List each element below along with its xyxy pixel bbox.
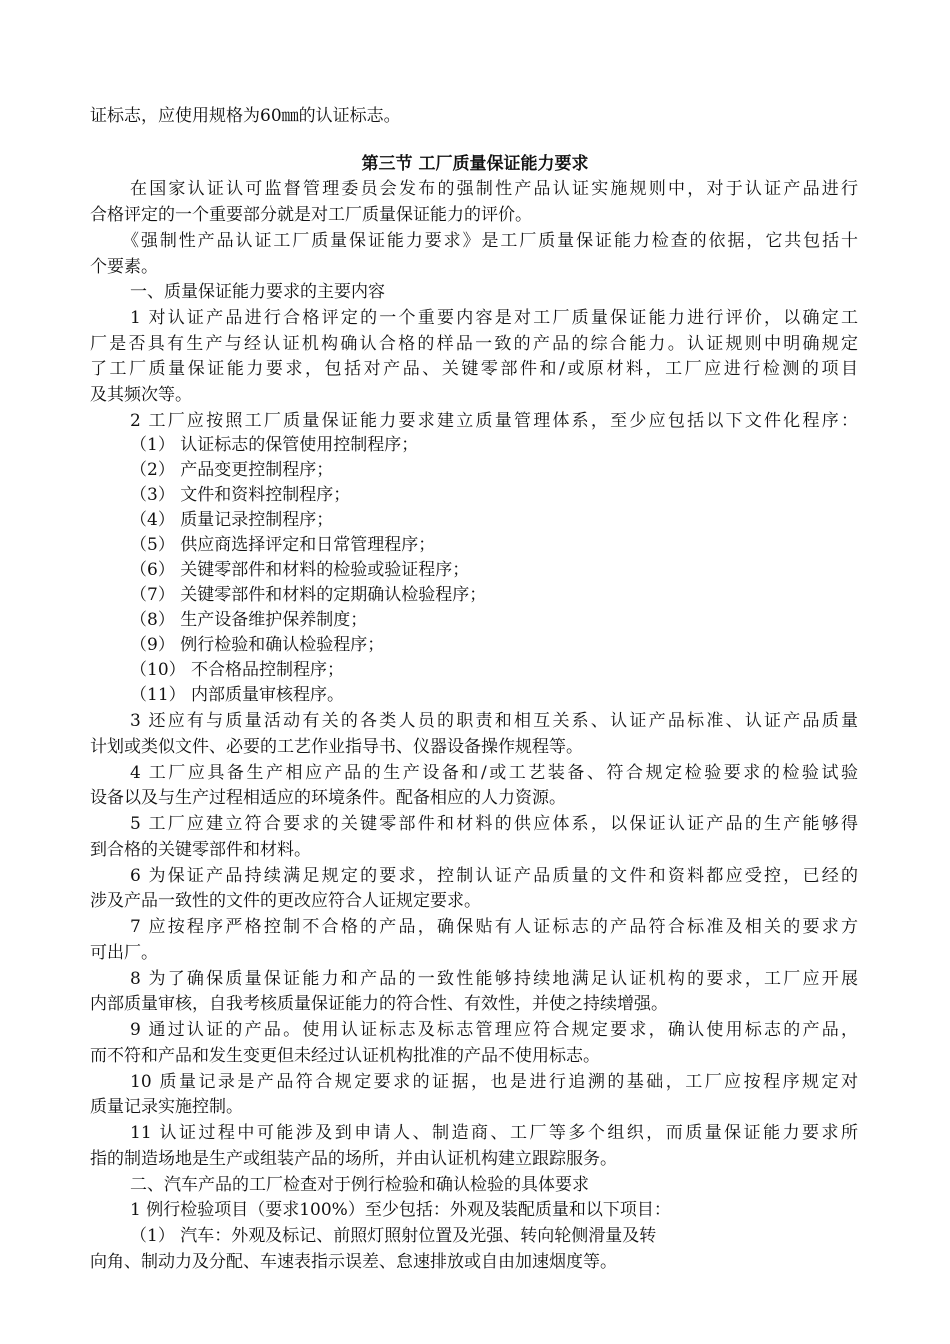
- procedure-item: （8） 生产设备维护保养制度；: [130, 610, 368, 630]
- paragraph-line: 质量记录实施控制。: [90, 1097, 243, 1117]
- paragraph-line: 到合格的关键零部件和材料。: [90, 840, 311, 860]
- procedure-item: （9） 例行检验和确认检验程序；: [130, 635, 385, 655]
- paragraph-line: 可出厂。: [90, 943, 158, 963]
- text-line: 证标志，应使用规格为60㎜的认证标志。: [90, 106, 401, 126]
- paragraph-line: 8 为了确保质量保证能力和产品的一致性能够持续地满足认证机构的要求，工厂应开展: [130, 969, 858, 989]
- paragraph-line: 及其频次等。: [90, 385, 192, 405]
- heading-1: 一、质量保证能力要求的主要内容: [130, 282, 385, 302]
- heading-2: 二、汽车产品的工厂检查对于例行检验和确认检验的具体要求: [130, 1175, 589, 1195]
- intro-line: 合格评定的一个重要部分就是对工厂质量保证能力的评价。: [90, 205, 532, 225]
- procedure-item: （2） 产品变更控制程序；: [130, 460, 334, 480]
- paragraph-line: 厂是否具有生产与经认证机构确认合格的样品一致的产品的综合能力。认证规则中明确规定: [90, 334, 858, 354]
- procedure-item: （4） 质量记录控制程序；: [130, 510, 334, 530]
- paragraph-line: 10 质量记录是产品符合规定要求的证据，也是进行追溯的基础，工厂应按程序规定对: [130, 1072, 858, 1092]
- paragraph-line: 5 工厂应建立符合要求的关键零部件和材料的供应体系，以保证认证产品的生产能够得: [130, 814, 858, 834]
- paragraph-line: 指的制造场地是生产或组装产品的场所，并由认证机构建立跟踪服务。: [90, 1149, 617, 1169]
- procedure-item: （1） 认证标志的保管使用控制程序；: [130, 435, 419, 455]
- paragraph-line: 1 对认证产品进行合格评定的一个重要内容是对工厂质量保证能力进行评价，以确定工: [130, 308, 858, 328]
- intro-line: 在国家认证认可监督管理委员会发布的强制性产品认证实施规则中，对于认证产品进行: [130, 179, 858, 199]
- paragraph-line: 11 认证过程中可能涉及到申请人、制造商、工厂等多个组织，而质量保证能力要求所: [130, 1123, 858, 1143]
- paragraph-line: 1 例行检验项目（要求100%）至少包括：外观及装配质量和以下项目：: [130, 1200, 671, 1220]
- intro-line: 《强制性产品认证工厂质量保证能力要求》是工厂质量保证能力检查的依据，它共包括十: [122, 231, 858, 251]
- paragraph-line: 3 还应有与质量活动有关的各类人员的职责和相互关系、认证产品标准、认证产品质量: [130, 711, 858, 731]
- paragraph-line: 2 工厂应按照工厂质量保证能力要求建立质量管理体系，至少应包括以下文件化程序：: [130, 411, 858, 431]
- procedure-item: （3） 文件和资料控制程序；: [130, 485, 351, 505]
- procedure-item: （11） 内部质量审核程序。: [130, 685, 345, 705]
- procedure-item: （5） 供应商选择评定和日常管理程序；: [130, 535, 436, 555]
- paragraph-line: 计划或类似文件、必要的工艺作业指导书、仪器设备操作规程等。: [90, 737, 583, 757]
- paragraph-line: 6 为保证产品持续满足规定的要求，控制认证产品质量的文件和资料都应受控，已经的: [130, 866, 858, 886]
- paragraph-line: 4 工厂应具备生产相应产品的生产设备和/或工艺装备、符合规定检验要求的检验试验: [130, 763, 858, 783]
- paragraph-line: 而不符和产品和发生变更但未经过认证机构批准的产品不使用标志。: [90, 1046, 600, 1066]
- paragraph-line: 向角、制动力及分配、车速表指示误差、怠速排放或自由加速烟度等。: [90, 1252, 617, 1272]
- paragraph-line: 内部质量审核，自我考核质量保证能力的符合性、有效性，并使之持续增强。: [90, 994, 668, 1014]
- paragraph-line: 涉及产品一致性的文件的更改应符合人证规定要求。: [90, 891, 481, 911]
- procedure-item: （6） 关键零部件和材料的检验或验证程序；: [130, 560, 470, 580]
- paragraph-line: （1） 汽车：外观及标记、前照灯照射位置及光强、转向轮侧滑量及转: [130, 1226, 657, 1246]
- procedure-item: （10） 不合格品控制程序；: [130, 660, 345, 680]
- procedure-item: （7） 关键零部件和材料的定期确认检验程序；: [130, 585, 487, 605]
- paragraph-line: 了工厂质量保证能力要求，包括对产品、关键零部件和/或原材料，工厂应进行检测的项目: [90, 359, 858, 379]
- section-title: 第三节 工厂质量保证能力要求: [361, 154, 589, 174]
- paragraph-line: 7 应按程序严格控制不合格的产品，确保贴有人证标志的产品符合标准及相关的要求方: [130, 917, 858, 937]
- paragraph-line: 设备以及与生产过程相适应的环境条件。配备相应的人力资源。: [90, 788, 566, 808]
- paragraph-line: 9 通过认证的产品。使用认证标志及标志管理应符合规定要求，确认使用标志的产品，: [130, 1020, 858, 1040]
- intro-line: 个要素。: [90, 257, 158, 277]
